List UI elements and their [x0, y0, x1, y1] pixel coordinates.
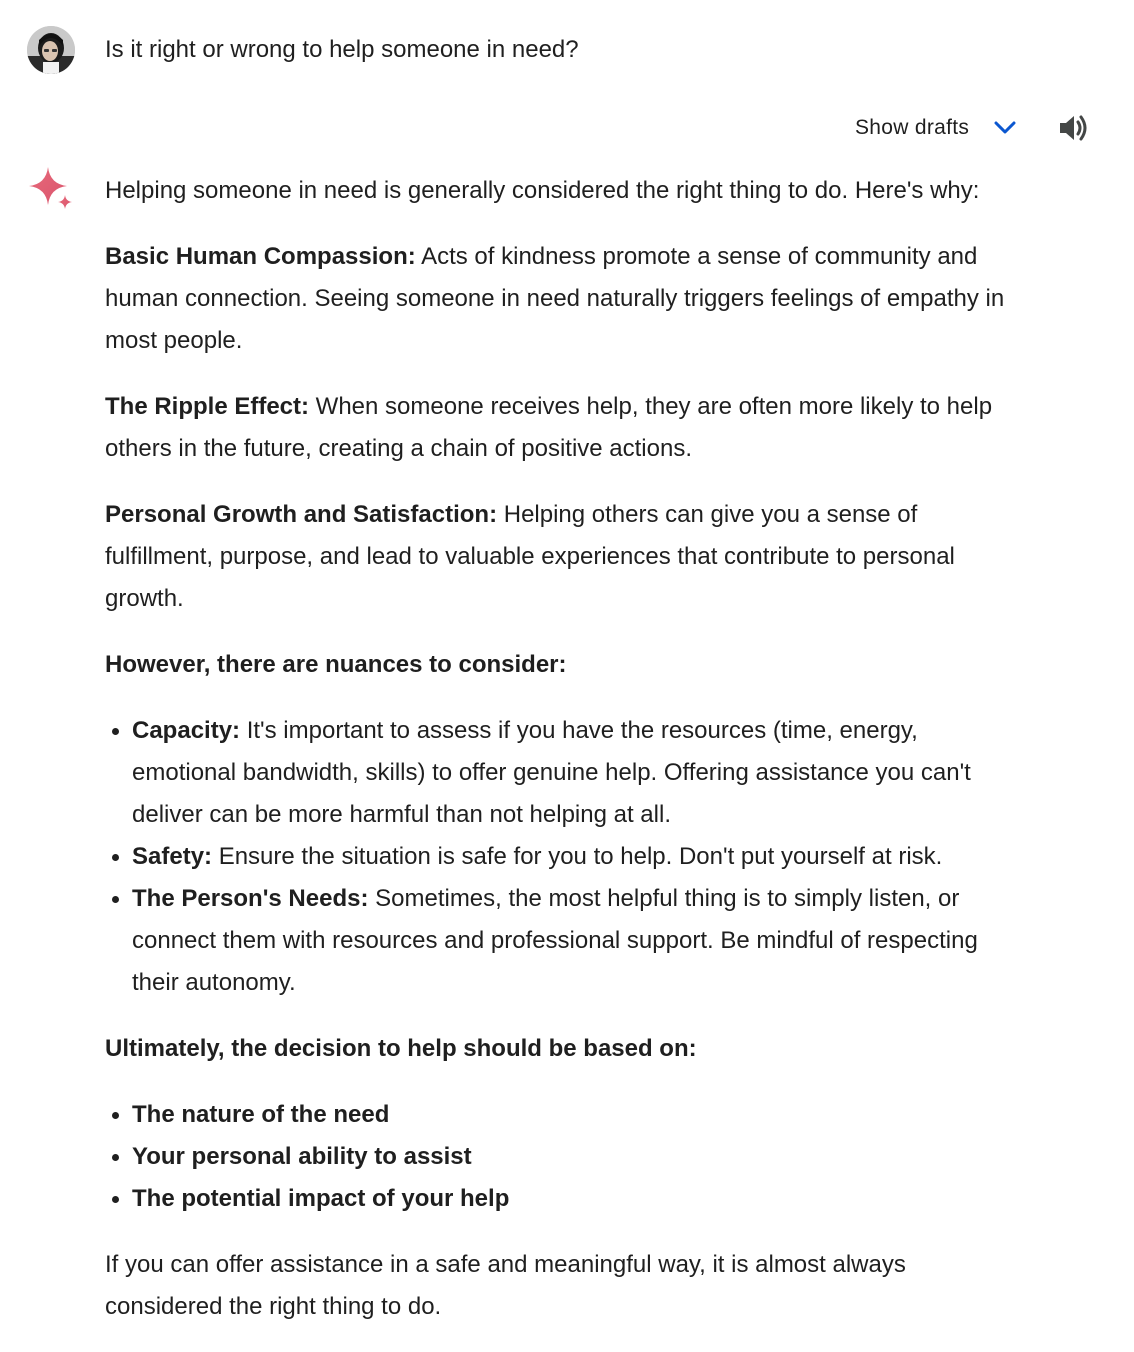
reason-paragraph — [105, 236, 1025, 362]
reason-title: The Ripple Effect: — [105, 393, 310, 420]
response-conclusion: If you can offer assistance in a safe and meaningful way, it is almost always considered the right thing to do. — [105, 1251, 906, 1320]
decision-heading: Ultimately, the decision to help should be based on: — [105, 1035, 697, 1062]
list-item — [132, 1094, 1025, 1136]
user-avatar[interactable] — [27, 26, 75, 74]
reason-title: Basic Human Compassion: — [105, 243, 416, 270]
decision-point: Your personal ability to assist — [132, 1143, 472, 1170]
speaker-icon[interactable] — [1056, 111, 1090, 145]
nuance-title: The Person's Needs: — [132, 885, 369, 912]
reason-text: Helping others can give you a sense of fulfillment, purpose, and lead to valuable experiences that contribute to personal growth. — [105, 501, 955, 612]
reason-paragraph — [105, 386, 1025, 470]
decision-point: The potential impact of your help — [132, 1185, 510, 1212]
response-toolbar — [0, 108, 1134, 148]
decision-list — [105, 1094, 1025, 1220]
assistant-response — [105, 170, 1025, 1352]
reason-text: Acts of kindness promote a sense of community and human connection. Seeing someone in need naturally triggers feelings of empathy in most people. — [105, 243, 1005, 354]
chevron-down-icon[interactable] — [992, 114, 1018, 140]
reason-title: Personal Growth and Satisfaction: — [105, 501, 498, 528]
list-item — [132, 1136, 1025, 1178]
user-avatar-photo — [27, 26, 75, 74]
nuances-list — [105, 710, 1025, 1004]
sparkle-icon — [27, 165, 75, 213]
show-drafts-button[interactable]: Show drafts — [855, 116, 970, 139]
nuance-text: It's important to assess if you have the resources (time, energy, emotional bandwidth, skills) to offer genuine help. Offering assistance you can't deliver can be more harmful than not helping at all. — [132, 717, 971, 828]
nuance-title: Safety: — [132, 843, 213, 870]
nuances-heading: However, there are nuances to consider: — [105, 651, 567, 678]
nuance-title: Capacity: — [132, 717, 241, 744]
list-item — [132, 1178, 1025, 1220]
list-item — [132, 878, 1025, 1004]
list-item — [132, 710, 1025, 836]
reason-paragraph — [105, 494, 1025, 620]
nuance-text: Ensure the situation is safe for you to help. Don't put yourself at risk. — [212, 843, 943, 870]
decision-point: The nature of the need — [132, 1101, 390, 1128]
nuance-text: Sometimes, the most helpful thing is to simply listen, or connect them with resources and professional support. Be mindful of respecting their autonomy. — [132, 885, 978, 996]
list-item — [132, 836, 1025, 878]
reason-text: When someone receives help, they are often more likely to help others in the future, creating a chain of positive actions. — [105, 393, 993, 462]
user-prompt-text: Is it right or wrong to help someone in need? — [105, 36, 579, 63]
response-intro: Helping someone in need is generally considered the right thing to do. Here's why: — [105, 177, 980, 204]
user-message — [0, 0, 1134, 100]
